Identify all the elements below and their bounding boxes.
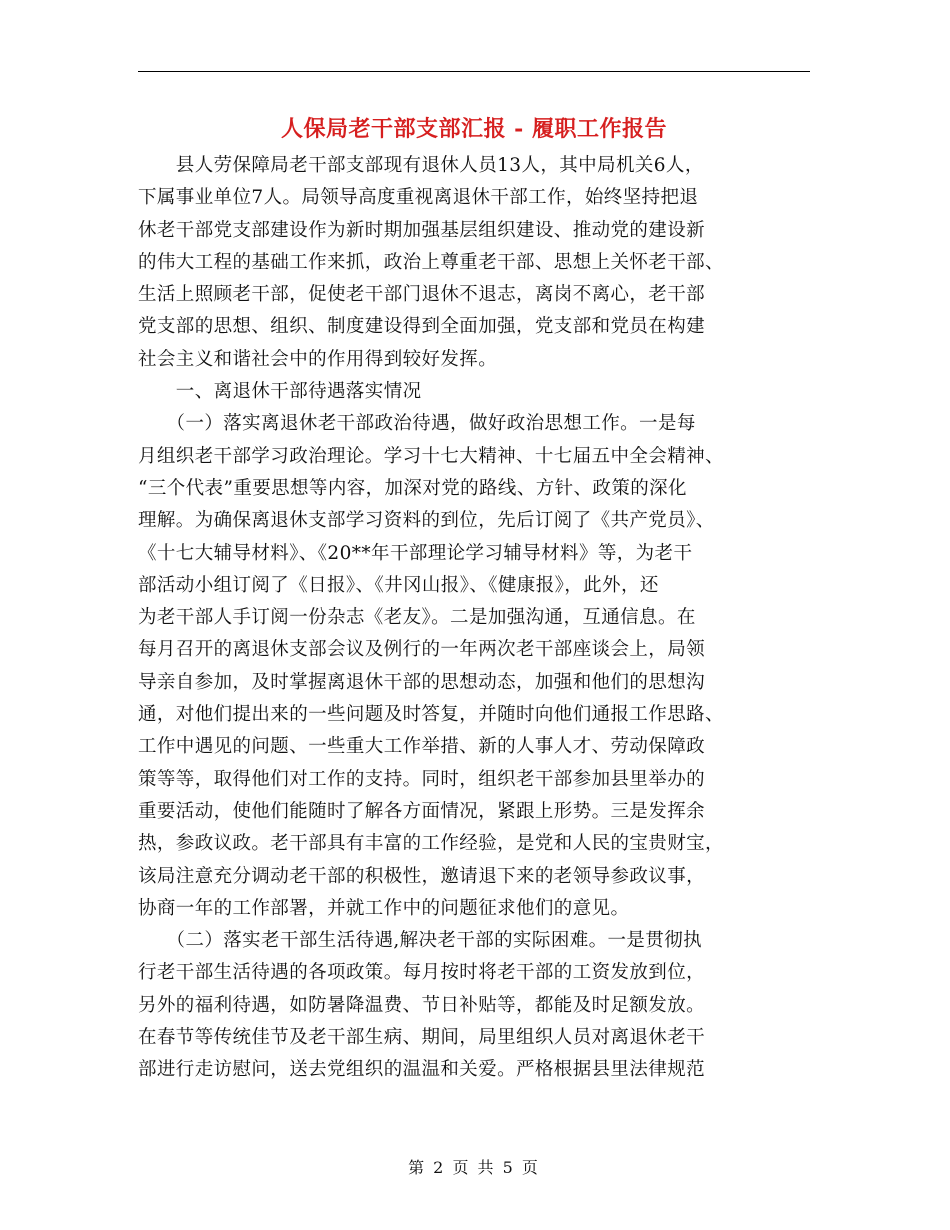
text-line: 休老干部党支部建设作为新时期加强基层组织建设、推动党的建设新 xyxy=(138,219,706,241)
text-line: 每月召开的离退休支部会议及例行的一年两次老干部座谈会上，局领 xyxy=(138,639,706,661)
text-line: 行老干部生活待遇的各项政策。每月按时将老干部的工资发放到位， xyxy=(138,962,706,984)
text-line: 社会主义和谐社会中的作用得到较好发挥。 xyxy=(138,348,498,370)
text-line: 《十七大辅导材料》、《20**年干部理论学习辅导材料》等，为老干 xyxy=(138,542,693,564)
text-line: 理解。为确保离退休支部学习资料的到位，先后订阅了《共产党员》、 xyxy=(138,510,715,532)
text-line: 该局注意充分调动老干部的积极性，邀请退下来的老领导参政议事， xyxy=(138,865,706,887)
page-footer: 第 2 页 共 5 页 xyxy=(408,1158,540,1177)
document-title: 人保局老干部支部汇报 - 履职工作报告 xyxy=(281,116,667,142)
text-line: 另外的福利待遇，如防暑降温费、节日补贴等，都能及时足额发放。 xyxy=(138,994,706,1016)
text-line: 在春节等传统佳节及老干部生病、期间，局里组织人员对离退休老干 xyxy=(138,1027,706,1049)
text-line: 的伟大工程的基础工作来抓，政治上尊重老干部、思想上关怀老干部、 xyxy=(138,251,724,273)
text-line: 县人劳保障局老干部支部现有退休人员13人，其中局机关6人， xyxy=(138,155,704,176)
text-line: 通，对他们提出来的一些问题及时答复，并随时向他们通报工作思路、 xyxy=(138,704,724,726)
text-line: 热，参政议政。老干部具有丰富的工作经验，是党和人民的宝贵财宝， xyxy=(138,833,724,855)
text-line: 协商一年的工作部署，并就工作中的问题征求他们的意见。 xyxy=(138,897,630,919)
text-line: 月组织老干部学习政治理论。学习十七大精神、十七届五中全会精神、 xyxy=(138,445,724,467)
text-line: 部活动小组订阅了《日报》、《井冈山报》、《健康报》，此外，还 xyxy=(138,574,659,596)
text-line: 工作中遇见的问题、一些重大工作举措、新的人事人才、劳动保障政 xyxy=(138,736,706,758)
text-line: 重要活动，使他们能随时了解各方面情况，紧跟上形势。三是发挥余 xyxy=(138,800,706,822)
text-line: （二）落实老干部生活待遇,解决老干部的实际困难。一是贯彻执 xyxy=(138,930,703,952)
text-line: 部进行走访慰问，送去党组织的温温和关爱。严格根据县里法律规范 xyxy=(138,1059,706,1081)
text-line: 为老干部人手订阅一份杂志《老友》。二是加强沟通，互通信息。在 xyxy=(138,607,696,629)
document-body xyxy=(138,150,810,1087)
header-rule xyxy=(138,71,810,72)
text-line: 策等等，取得他们对工作的支持。同时，组织老干部参加县里举办的 xyxy=(138,768,706,790)
text-line: 生活上照顾老干部，促使老干部门退休不退志，离岗不离心，老干部 xyxy=(138,284,706,306)
text-line: （一）落实离退休老干部政治待遇，做好政治思想工作。一是每 xyxy=(138,413,696,435)
text-line: 一、离退休干部待遇落实情况 xyxy=(138,381,422,403)
text-line: “三个代表”重要思想等内容，加深对党的路线、方针、政策的深化 xyxy=(138,477,687,499)
text-line: 下属事业单位7人。局领导高度重视离退休干部工作，始终坚持把退 xyxy=(138,187,699,209)
text-line: 导亲自参加，及时掌握离退休干部的思想动态，加强和他们的思想沟 xyxy=(138,671,706,693)
text-line: 党支部的思想、组织、制度建设得到全面加强，党支部和党员在构建 xyxy=(138,316,706,338)
